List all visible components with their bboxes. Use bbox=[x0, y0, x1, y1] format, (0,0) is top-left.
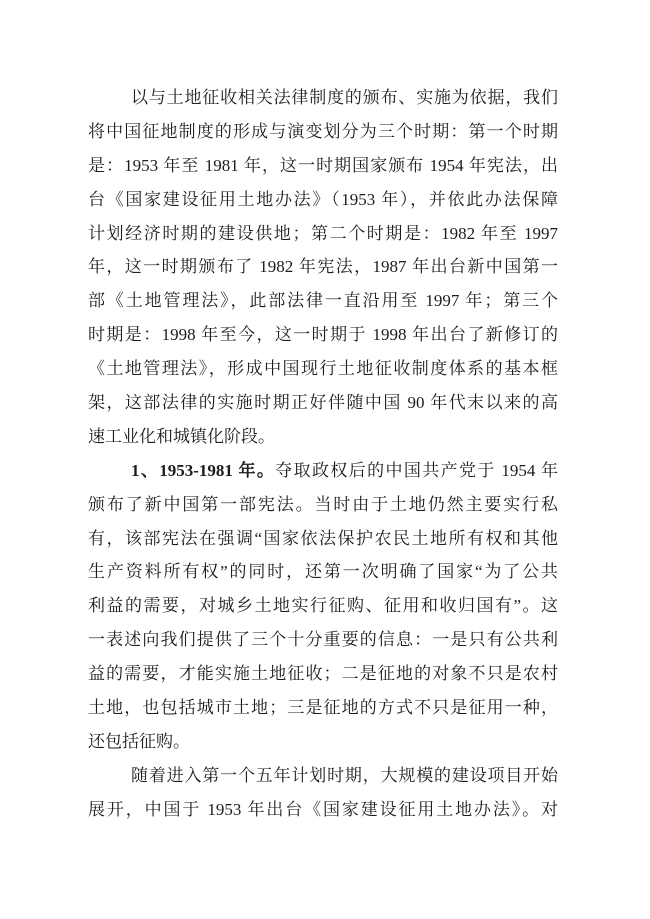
text-line: 计划经济时期的建设供地；第二个时期是：1982 年至 1997 bbox=[88, 223, 558, 243]
text-line: 生产资料所有权”的同时，还第一次明确了国家“为了公共 bbox=[88, 562, 558, 582]
text-line: 益的需要，才能实施土地征收；二是征地的对象不只是农村 bbox=[88, 664, 558, 684]
text-line-paragraph-end: 还包括征购。 bbox=[88, 731, 190, 751]
text-line: 土地，也包括城市土地；三是征地的方式不只是征用一种， bbox=[88, 698, 558, 718]
text-line: 有，该部宪法在强调“国家依法保护农民土地所有权和其他 bbox=[88, 528, 558, 548]
text-line: 展开，中国于 1953 年出台《国家建设征用土地办法》。对 bbox=[88, 799, 558, 819]
text-line-heading bbox=[88, 454, 558, 488]
text-line: 将中国征地制度的形成与演变划分为三个时期：第一个时期 bbox=[88, 121, 558, 141]
text-line: 利益的需要，对城乡土地实行征购、征用和收归国有”。这 bbox=[88, 596, 558, 616]
heading-bold-text: 1、1953-1981 年。 bbox=[131, 460, 276, 480]
text-line: 部《土地管理法》，此部法律一直沿用至 1997 年；第三个 bbox=[88, 291, 558, 311]
text-line: 是：1953 年至 1981 年，这一时期国家颁布 1954 年宪法，出 bbox=[88, 155, 558, 175]
text-line: 颁布了新中国第一部宪法。当时由于土地仍然主要实行私 bbox=[88, 494, 558, 514]
text-line: 以与土地征收相关法律制度的颁布、实施为依据，我们 bbox=[131, 88, 558, 107]
text-line: 一表述向我们提供了三个十分重要的信息：一是只有公共利 bbox=[88, 630, 558, 650]
text-line: 年，这一时期颁布了 1982 年宪法，1987 年出台新中国第一 bbox=[88, 257, 558, 277]
text-line: 《土地管理法》，形成中国现行土地征收制度体系的基本框 bbox=[88, 359, 558, 379]
text-line: 时期是：1998 年至今，这一时期于 1998 年出台了新修订的 bbox=[88, 325, 558, 345]
text-line: 台《国家建设征用土地办法》（1953 年），并依此办法保障 bbox=[88, 189, 558, 209]
heading-rest-text: 夺取政权后的中国共产党于 1954 年 bbox=[275, 460, 558, 480]
text-line: 架，这部法律的实施时期正好伴随中国 90 年代末以来的高 bbox=[88, 393, 558, 413]
text-line-paragraph-end: 速工业化和城镇化阶段。 bbox=[88, 426, 275, 446]
text-line: 随着进入第一个五年计划时期，大规模的建设项目开始 bbox=[131, 765, 558, 785]
text-block bbox=[88, 81, 558, 827]
